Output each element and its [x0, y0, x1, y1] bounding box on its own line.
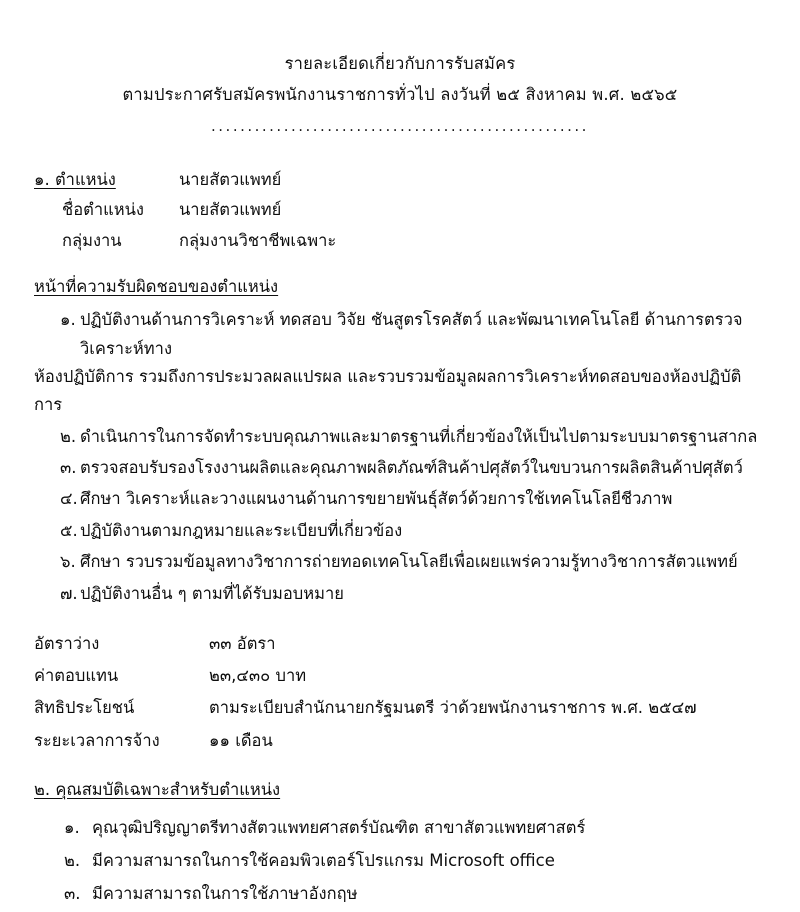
- list-item-number: ๑.: [64, 817, 80, 837]
- responsibilities-heading: หน้าที่ความรับผิดชอบของตำแหน่ง: [34, 277, 279, 297]
- position-section: [34, 165, 766, 257]
- position-group-value: กลุ่มงานวิชาชีพเฉพาะ: [179, 230, 337, 250]
- position-name-label: ชื่อตำแหน่ง: [62, 200, 144, 220]
- fact-label-salary: ค่าตอบแทน: [34, 666, 119, 686]
- fact-label-duration: ระยะเวลาการจ้าง: [34, 730, 160, 750]
- list-item-number: ๗.: [60, 583, 78, 603]
- qualifications-heading: ๒. คุณสมบัติเฉพาะสำหรับตำแหน่ง: [34, 779, 281, 799]
- list-item: [34, 877, 766, 910]
- document-title-line-2: ตามประกาศรับสมัครพนักงานราชการทั่วไป ลงวันที่ ๒๕ สิงหาคม พ.ศ. ๒๕๖๕: [122, 85, 678, 105]
- list-item-number: ๑.: [60, 310, 76, 330]
- fact-row-benefits: [34, 692, 766, 724]
- fact-row-duration: [34, 725, 766, 757]
- position-name-value: นายสัตวแพทย์: [179, 200, 282, 220]
- position-group-label: กลุ่มงาน: [62, 230, 122, 250]
- document-title-line-1: รายละเอียดเกี่ยวกับการรับสมัคร: [284, 54, 516, 73]
- fact-label-vacancies: อัตราว่าง: [34, 633, 100, 653]
- list-item-text: ตรวจสอบรับรองโรงงานผลิตและคุณภาพผลิตภัณฑ์สินค้าปศุสัตว์ในขบวนการผลิตสินค้าปศุสัตว์: [80, 458, 743, 478]
- fact-row-salary: [34, 660, 766, 692]
- list-item-text: มีความสามารถในการใช้คอมพิวเตอร์โปรแกรม Microsoft office: [92, 850, 555, 870]
- list-item-number: ๒.: [64, 850, 81, 870]
- list-item-text: คุณวุฒิปริญญาตรีทางสัตวแพทยศาสตร์บัณฑิต สาขาสัตวแพทยศาสตร์: [92, 817, 586, 837]
- list-item-number: ๔.: [60, 489, 78, 509]
- list-item-number: ๓.: [60, 458, 77, 478]
- position-heading: ๑. ตำแหน่ง: [34, 169, 116, 189]
- fact-value-vacancies: ๓๓ อัตรา: [209, 633, 276, 653]
- list-item-number: ๒.: [60, 426, 77, 446]
- position-group-row: [34, 226, 766, 257]
- document-title-block: [34, 48, 766, 111]
- list-item-number: ๕.: [60, 520, 78, 540]
- fact-value-benefits: ตามระเบียบสำนักนายกรัฐมนตรี ว่าด้วยพนักงานราชการ พ.ศ. ๒๕๔๗: [209, 698, 697, 718]
- list-item-text: ศึกษา รวบรวมข้อมูลทางวิชาการถ่ายทอดเทคโนโลยีเพื่อเผยแพร่ความรู้ทางวิชาการสัตวแพทย์: [80, 552, 738, 572]
- list-item-text: มีความสามารถในการใช้ภาษาอังกฤษ: [92, 883, 358, 903]
- position-heading-value: นายสัตวแพทย์: [179, 169, 282, 189]
- list-item-text-continuation: ห้องปฏิบัติการ รวมถึงการประมวลผลแปรผล และรวบรวมข้อมูลผลการวิเคราะห์ทดสอบของห้องปฏิบัติการ: [34, 366, 742, 415]
- employment-facts: [34, 628, 766, 757]
- list-item: [34, 580, 766, 608]
- fact-label-benefits: สิทธิประโยชน์: [34, 698, 135, 718]
- fact-value-duration: ๑๑ เดือน: [209, 730, 273, 750]
- list-item: [34, 517, 766, 545]
- fact-row-vacancies: [34, 628, 766, 660]
- list-item-number: ๖.: [60, 552, 76, 572]
- list-item: [34, 485, 766, 513]
- list-item-text: ปฏิบัติงานตามกฎหมายและระเบียบที่เกี่ยวข้อง: [80, 520, 403, 540]
- list-item: [34, 811, 766, 844]
- list-item-text-main: ปฏิบัติงานด้านการวิเคราะห์ ทดสอบ วิจัย ชันสูตรโรคสัตว์ และพัฒนาเทคโนโลยี ด้านการตรวจวิเคราะห์ทาง: [80, 310, 743, 358]
- list-item: [34, 844, 766, 877]
- list-item: [34, 423, 766, 451]
- position-name-row: [34, 195, 766, 226]
- fact-value-salary: ๒๓,๔๓๐ บาท: [209, 666, 307, 686]
- list-item: [34, 548, 766, 576]
- list-item-text: [34, 306, 766, 420]
- list-item: [34, 306, 766, 420]
- qualifications-list: [34, 811, 766, 910]
- list-item-number: ๓.: [64, 883, 81, 903]
- list-item-text: ศึกษา วิเคราะห์และวางแผนงานด้านการขยายพันธุ์สัตว์ด้วยการใช้เทคโนโลยีชีวภาพ: [80, 489, 673, 509]
- responsibilities-list: [34, 306, 766, 608]
- list-item: [34, 454, 766, 482]
- list-item-text: ปฏิบัติงานอื่น ๆ ตามที่ได้รับมอบหมาย: [80, 583, 344, 603]
- position-heading-row: [34, 165, 766, 196]
- list-item-text: ดำเนินการในการจัดทำระบบคุณภาพและมาตรฐานที่เกี่ยวข้องให้เป็นไปตามระบบมาตรฐานสากล: [80, 426, 758, 446]
- divider-dots: ....................................................: [211, 116, 589, 135]
